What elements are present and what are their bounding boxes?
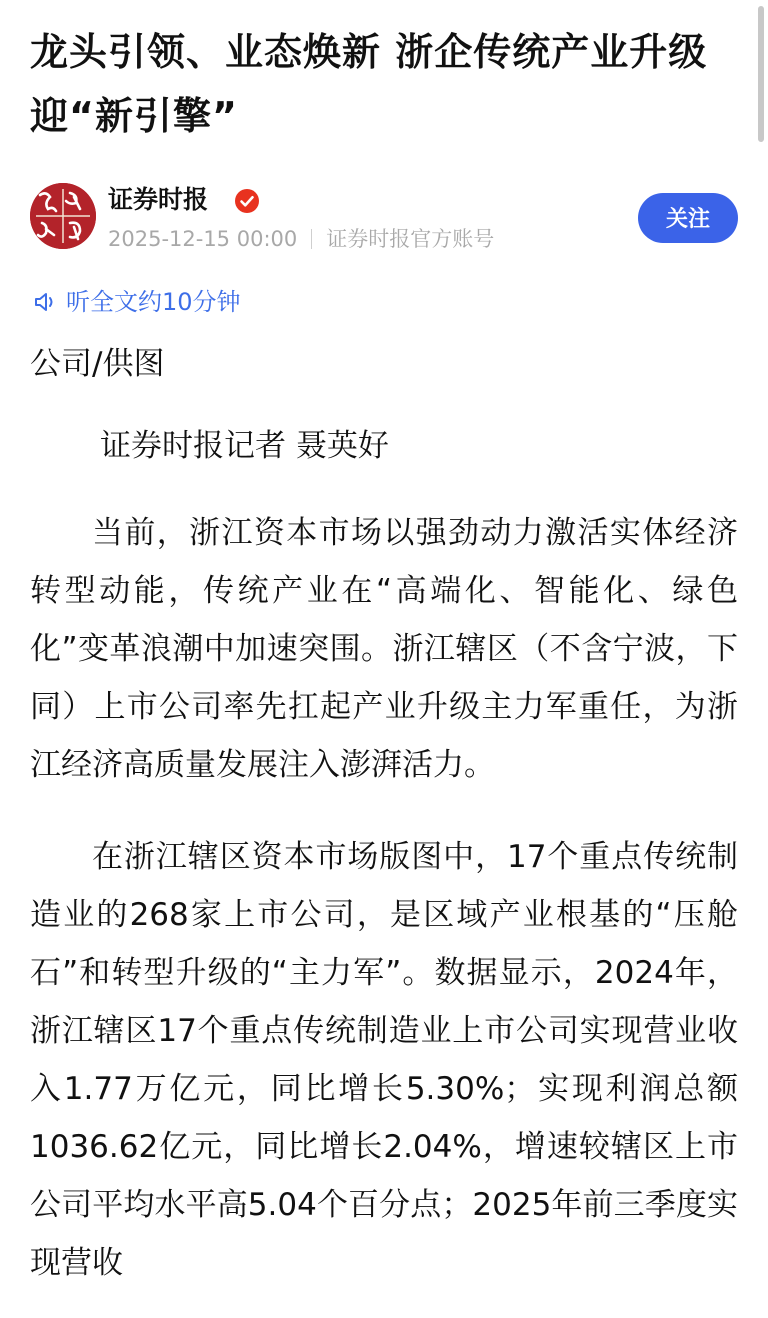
speaker-icon (32, 289, 58, 315)
scrollbar[interactable] (758, 6, 764, 142)
verified-badge-icon (234, 188, 260, 214)
reporter-byline: 证券时报记者 聂英好 (100, 428, 389, 464)
meta-divider (311, 229, 312, 249)
image-caption: 公司/供图 (30, 346, 165, 382)
article-body (30, 504, 738, 1318)
paragraph: 在浙江辖区资本市场版图中，17个重点传统制造业的268家上市公司，是区域产业根基的“压舱石”和转型升级的“主力军”。数据显示，2024年，浙江辖区17个重点传统制造业上市公司实现营业收入1.77万亿元，同比增长5.30%；实现利润总额1036.62亿元，同比增长2.04%，增速较辖区上市公司平均水平高5.04个百分点；2025年前三季度实现营收 (30, 839, 738, 1281)
author-name[interactable]: 证券时报 (108, 185, 209, 214)
listen-label: 听全文约10分钟 (66, 288, 241, 316)
paragraph: 当前，浙江资本市场以强劲动力激活实体经济转型动能，传统产业在“高端化、智能化、绿色化”变革浪潮中加速突围。浙江辖区（不含宁波，下同）上市公司率先扛起产业升级主力军重任，为浙江经济高质量发展注入澎湃活力。 (30, 515, 738, 783)
author-avatar[interactable] (30, 183, 96, 249)
article-title: 龙头引领、业态焕新 浙企传统产业升级迎“新引擎” (30, 30, 708, 138)
calligraphy-logo-icon (30, 183, 96, 249)
listen-full-text-link[interactable] (32, 284, 241, 320)
publish-datetime: 2025-12-15 00:00 (108, 227, 298, 251)
author-row (30, 183, 740, 255)
author-meta (108, 225, 494, 253)
account-label: 证券时报官方账号 (326, 227, 495, 251)
follow-button[interactable]: 关注 (638, 193, 738, 243)
